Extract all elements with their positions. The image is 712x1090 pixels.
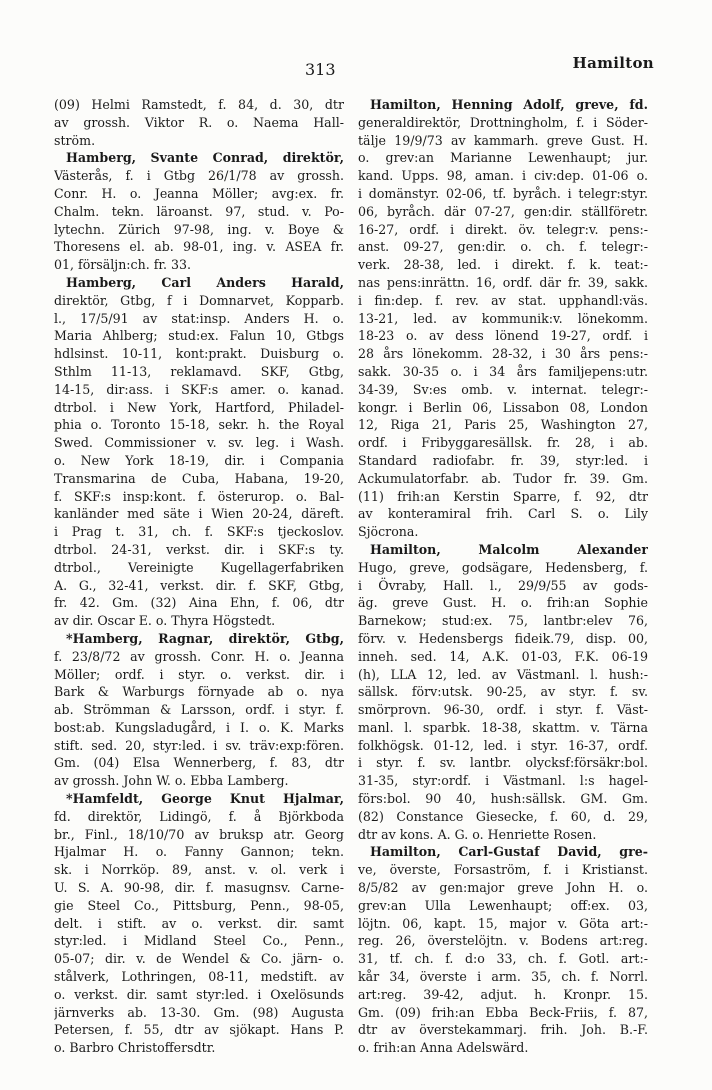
text-line: sakk. 30-35 o. i 34 års familjepens:utr.: [358, 363, 648, 379]
text-line: 31, tf. ch. f. d:o 33, ch. f. Gotl. art:-: [358, 951, 648, 967]
entry-heading-line: *Hamberg, Ragnar, direktör, Gtbg,: [66, 630, 344, 646]
entry-heading-line: *Hamfeldt, George Knut Hjalmar,: [66, 791, 344, 807]
text-line: Sthlm 11-13, reklamavd. SKF, Gtbg,: [54, 363, 344, 379]
text-line: U. S. A. 90-98, dir. f. masugnsv. Carne-: [54, 880, 344, 896]
text-line: tälje 19/9/73 av kammarh. greve Gust. H.: [358, 132, 648, 148]
text-line: (11) frih:an Kerstin Sparre, f. 92, dtr: [358, 488, 648, 504]
text-line: art:reg. 39-42, adjut. h. Kronpr. 15.: [358, 986, 648, 1002]
text-line: Bark & Warburgs förnyade ab o. nya: [54, 684, 344, 700]
text-line: stålverk, Lothringen, 08-11, medstift. av: [54, 969, 344, 985]
text-line: 14-15, dir:ass. i SKF:s amer. o. kanad.: [54, 381, 344, 397]
text-line: kår 34, överste i arm. 35, ch. f. Norrl.: [358, 969, 648, 985]
text-line: Hjalmar H. o. Fanny Gannon; tekn.: [54, 844, 344, 860]
text-line: i domänstyr. 02-06, tf. byråch. i telegr:styr.: [358, 185, 648, 201]
text-line: kongr. i Berlin 06, Lissabon 08, London: [358, 399, 648, 415]
page-header: [0, 50, 712, 80]
text-line: i Prag t. 31, ch. f. SKF:s tjeckoslov.: [54, 524, 344, 540]
text-line: 06, byråch. där 07-27, gen:dir. ställföretr.: [358, 203, 648, 219]
text-line: nas pens:inrättn. 16, ordf. där fr. 39, sakk.: [358, 274, 648, 290]
text-line: 01, försäljn:ch. fr. 33.: [54, 257, 192, 273]
text-line: generaldirektör, Drottningholm, f. i Söder-: [358, 114, 648, 130]
text-line: o. grev:an Marianne Lewenhaupt; jur.: [358, 150, 648, 166]
text-line: i fin:dep. f. rev. av stat. upphandl:väs.: [358, 292, 648, 308]
text-line: f. SKF:s insp:kont. f. österurop. o. Bal-: [54, 488, 344, 504]
text-line: av konteramiral frih. Carl S. o. Lily: [358, 506, 648, 522]
text-line: sk. i Norrköp. 89, anst. v. ol. verk i: [54, 862, 344, 878]
text-line: Gm. (04) Elsa Wennerberg, f. 83, dtr: [54, 755, 344, 771]
text-line: Maria Ahlberg; stud:ex. Falun 10, Gtbgs: [54, 328, 344, 344]
entry-heading-line: Hamilton, Henning Adolf, greve, fd.: [370, 97, 648, 112]
text-line: manl. l. sparbk. 18-38, skattm. v. Tärna: [358, 719, 648, 735]
text-line: grev:an Ulla Lewenhaupt; off:ex. 03,: [358, 897, 648, 913]
text-line: br., Finl., 18/10/70 av bruksp atr. Georg: [54, 826, 344, 842]
text-line: Ackumulatorfabr. ab. Tudor fr. 39. Gm.: [358, 470, 648, 486]
text-line: löjtn. 06, kapt. 15, major v. Göta art:-: [358, 915, 648, 931]
text-line: dtrbol., Vereinigte Kugellagerfabriken: [54, 559, 344, 575]
text-line: ab. Strömman & Larsson, ordf. i styr. f.: [54, 702, 344, 718]
text-line: fr. 42. Gm. (32) Aina Ehn, f. 06, dtr: [54, 595, 344, 611]
text-line: 34-39, Sv:es omb. v. internat. telegr:-: [358, 381, 648, 397]
text-line: av dir. Oscar E. o. Thyra Högstedt.: [54, 613, 276, 629]
text-line: 28 års lönekomm. 28-32, i 30 års pens:-: [358, 346, 648, 362]
text-line: lytechn. Zürich 97-98, ing. v. Boye &: [54, 221, 344, 237]
text-line: gie Steel Co., Pittsburg, Penn., 98-05,: [54, 897, 344, 913]
text-line: äg. greve Gust. H. o. frih:an Sophie: [358, 595, 648, 611]
left-column: [54, 96, 344, 1057]
text-line: Västerås, f. i Gtbg 26/1/78 av grossh.: [54, 168, 344, 184]
text-line: o. Barbro Christoffersdtr.: [54, 1040, 216, 1056]
text-line: Conr. H. o. Jeanna Möller; avg:ex. fr.: [54, 185, 344, 201]
text-line: 18-23 o. av dess lönend 19-27, ordf. i: [358, 328, 648, 344]
text-line: reg. 26, överstelöjtn. v. Bodens art:reg.: [358, 933, 648, 949]
text-line: i styr. f. sv. lantbr. olycksf:försäkr:bol.: [358, 755, 648, 771]
text-line: 12, Riga 21, Paris 25, Washington 27,: [358, 417, 648, 433]
text-line: Gm. (09) frih:an Ebba Beck-Friis, f. 87,: [358, 1004, 648, 1020]
text-line: kanländer med säte i Wien 20-24, däreft.: [54, 506, 344, 522]
text-line: anst. 09-27, gen:dir. o. ch. f. telegr:-: [358, 239, 648, 255]
text-line: delt. i stift. av o. verkst. dir. samt: [54, 915, 344, 931]
text-line: Petersen, f. 55, dtr av sjökapt. Hans P.: [54, 1022, 344, 1038]
text-line: Standard radiofabr. fr. 39, styr:led. i: [358, 452, 648, 468]
running-head: Hamilton: [572, 54, 654, 72]
text-line: Sjöcrona.: [358, 524, 419, 540]
right-column: [358, 96, 648, 1057]
text-line: phia o. Toronto 15-18, sekr. h. the Royal: [54, 417, 344, 433]
text-line: ordf. i Fribyggaresällsk. fr. 28, i ab.: [358, 435, 648, 451]
text-line: ve, överste, Forsaström, f. i Kristianst.: [358, 862, 648, 878]
text-line: f. 23/8/72 av grossh. Conr. H. o. Jeanna: [54, 648, 344, 664]
text-line: förs:bol. 90 40, hush:sällsk. GM. Gm.: [358, 791, 648, 807]
text-line: dtr av överstekammarj. frih. Joh. B.-F.: [358, 1022, 648, 1038]
text-line: 05-07; dir. v. de Wendel & Co. järn- o.: [54, 951, 344, 967]
text-line: Barnekow; stud:ex. 75, lantbr:elev 76,: [358, 613, 648, 629]
page-number: 313: [305, 60, 336, 79]
text-line: Thoresens el. ab. 98-01, ing. v. ASEA fr.: [54, 239, 344, 255]
text-line: (82) Constance Giesecke, f. 60, d. 29,: [358, 808, 648, 824]
text-line: 8/5/82 av gen:major greve John H. o.: [358, 880, 648, 896]
text-line: styr:led. i Midland Steel Co., Penn.,: [54, 933, 344, 949]
text-line: 16-27, ordf. i direkt. öv. telegr:v. pens:-: [358, 221, 648, 237]
text-line: direktör, Gtbg, f i Domnarvet, Kopparb.: [54, 292, 344, 308]
text-line: järnverks ab. 13-30. Gm. (98) Augusta: [54, 1004, 344, 1020]
text-line: inneh. sed. 14, A.K. 01-03, F.K. 06-19: [358, 648, 648, 664]
text-line: A. G., 32-41, verkst. dir. f. SKF, Gtbg,: [54, 577, 344, 593]
text-line: Möller; ordf. i styr. o. verkst. dir. i: [54, 666, 344, 682]
text-line: dtrbol. i New York, Hartford, Philadel-: [54, 399, 344, 415]
text-line: hdlsinst. 10-11, kont:prakt. Duisburg o.: [54, 346, 344, 362]
text-line: (h), LLA 12, led. av Västmanl. l. hush:-: [358, 666, 648, 682]
entry-heading-line: Hamberg, Svante Conrad, direktör,: [66, 150, 344, 166]
text-line: bost:ab. Kungsladugård, i I. o. K. Marks: [54, 719, 344, 735]
entry-heading-line: Hamilton, Malcolm Alexander: [370, 541, 648, 557]
text-line: av grossh. John W. o. Ebba Lamberg.: [54, 773, 289, 789]
text-line: Hugo, greve, godsägare, Hedensberg, f.: [358, 559, 648, 575]
text-line: kand. Upps. 98, aman. i civ:dep. 01-06 o.: [358, 168, 648, 184]
text-line: fd. direktör, Lidingö, f. å Björkboda: [54, 808, 344, 824]
text-line: folkhögsk. 01-12, led. i styr. 16-37, ordf.: [358, 737, 648, 753]
text-line: verk. 28-38, led. i direkt. f. k. teat:-: [358, 257, 648, 273]
text-line: sällsk. förv:utsk. 90-25, av styr. f. sv.: [358, 684, 648, 700]
entry-heading-line: Hamberg, Carl Anders Harald,: [66, 274, 344, 290]
entry-heading-line: Hamilton, Carl-Gustaf David, gre-: [370, 844, 648, 860]
text-line: av grossh. Viktor R. o. Naema Hall-: [54, 114, 344, 130]
text-line: o. New York 18-19, dir. i Compania: [54, 452, 344, 468]
text-line: i Övraby, Hall. l., 29/9/55 av gods-: [358, 577, 648, 593]
text-line: l., 17/5/91 av stat:insp. Anders H. o.: [54, 310, 344, 326]
text-line: (09) Helmi Ramstedt, f. 84, d. 30, dtr: [54, 97, 344, 112]
text-line: förv. v. Hedensbergs fideik.79, disp. 00,: [358, 630, 648, 646]
text-line: o. frih:an Anna Adelswärd.: [358, 1040, 529, 1056]
text-line: dtrbol. 24-31, verkst. dir. i SKF:s ty.: [54, 541, 344, 557]
text-line: Transmarina de Cuba, Habana, 19-20,: [54, 470, 344, 486]
text-line: 31-35, styr:ordf. i Västmanl. l:s hagel-: [358, 773, 648, 789]
text-line: 13-21, led. av kommunik:v. lönekomm.: [358, 310, 648, 326]
text-line: Swed. Commissioner v. sv. leg. i Wash.: [54, 435, 344, 451]
text-line: stift. sed. 20, styr:led. i sv. träv:exp:fören.: [54, 737, 344, 753]
text-line: o. verkst. dir. samt styr:led. i Oxelösunds: [54, 986, 344, 1002]
text-line: smörprovn. 96-30, ordf. i styr. f. Väst-: [358, 702, 648, 718]
text-line: ström.: [54, 132, 96, 148]
text-line: dtr av kons. A. G. o. Henriette Rosen.: [358, 826, 597, 842]
text-line: Chalm. tekn. läroanst. 97, stud. v. Po-: [54, 203, 344, 219]
